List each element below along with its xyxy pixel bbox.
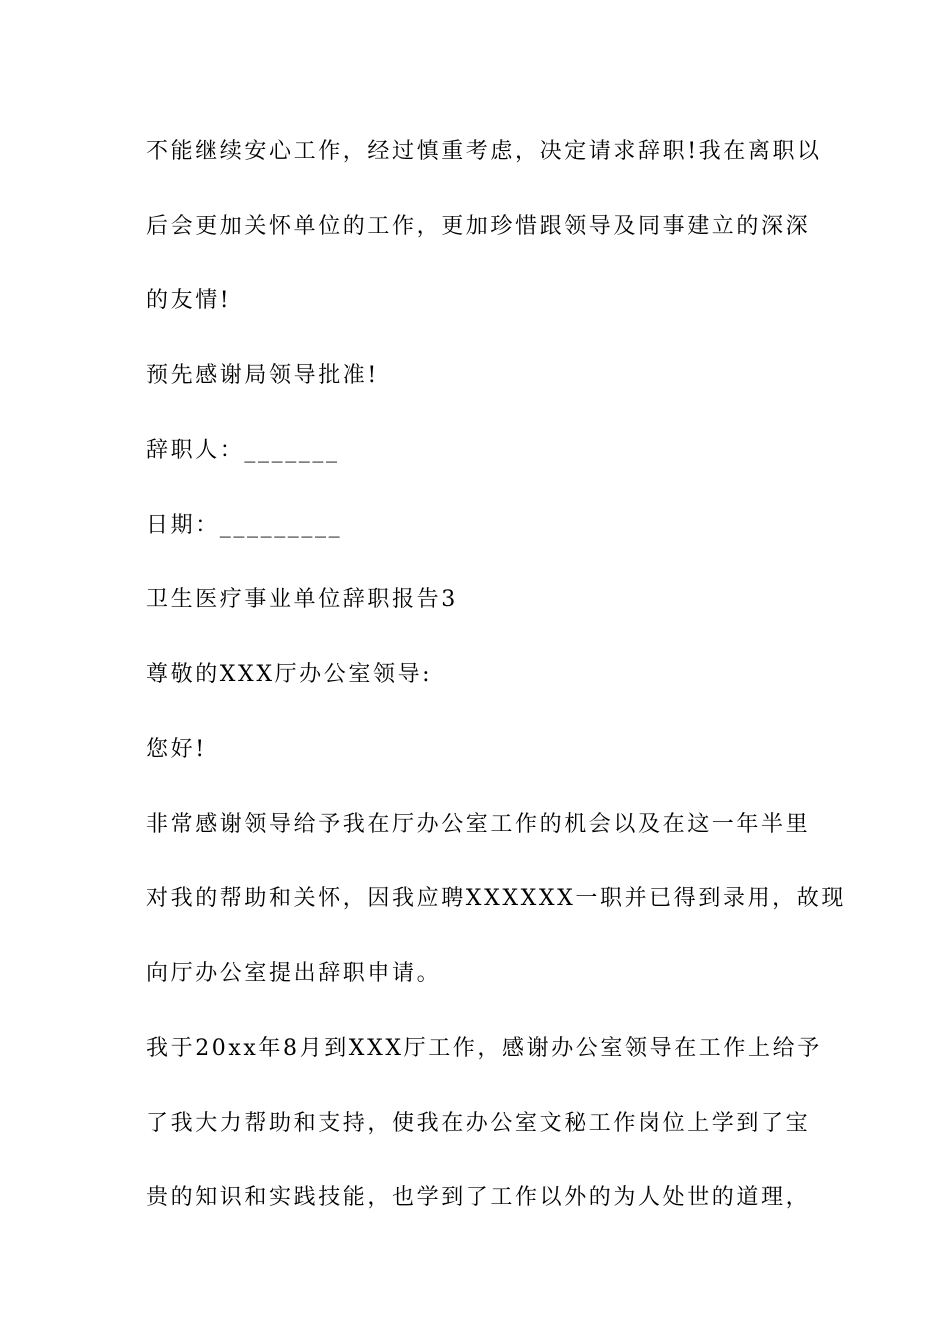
salutation: 尊敬的XXX厅办公室领导: [146,662,433,687]
text-line: 后会更加关怀单位的工作，更加珍惜跟领导及同事建立的深深 [146,214,811,239]
date-line: 日期：_________ [146,513,343,538]
text-line: 不能继续安心工作，经过慎重考虑，决定请求辞职!我在离职以 [146,139,822,164]
text-line: 非常感谢领导给予我在厅办公室工作的机会以及在这一年半里 [146,812,811,837]
section-title: 卫生医疗事业单位辞职报告3 [146,587,458,612]
text-line: 对我的帮助和关怀，因我应聘XXXXXX一职并已得到录用，故现 [146,886,846,911]
text-line: 向厅办公室提出辞职申请。 [146,961,442,986]
text-line: 预先感谢局领导批准! [146,363,379,388]
signer-line: 辞职人：_______ [146,438,340,463]
text-line: 贵的知识和实践技能，也学到了工作以外的为人处世的道理， [146,1185,811,1210]
text-line: 我于20xx年8月到XXX厅工作，感谢办公室领导在工作上给予 [146,1036,822,1061]
text-line: 的友情! [146,288,232,313]
text-line: 了我大力帮助和支持，使我在办公室文秘工作岗位上学到了宝 [146,1111,811,1136]
greeting: 您好! [146,737,207,762]
